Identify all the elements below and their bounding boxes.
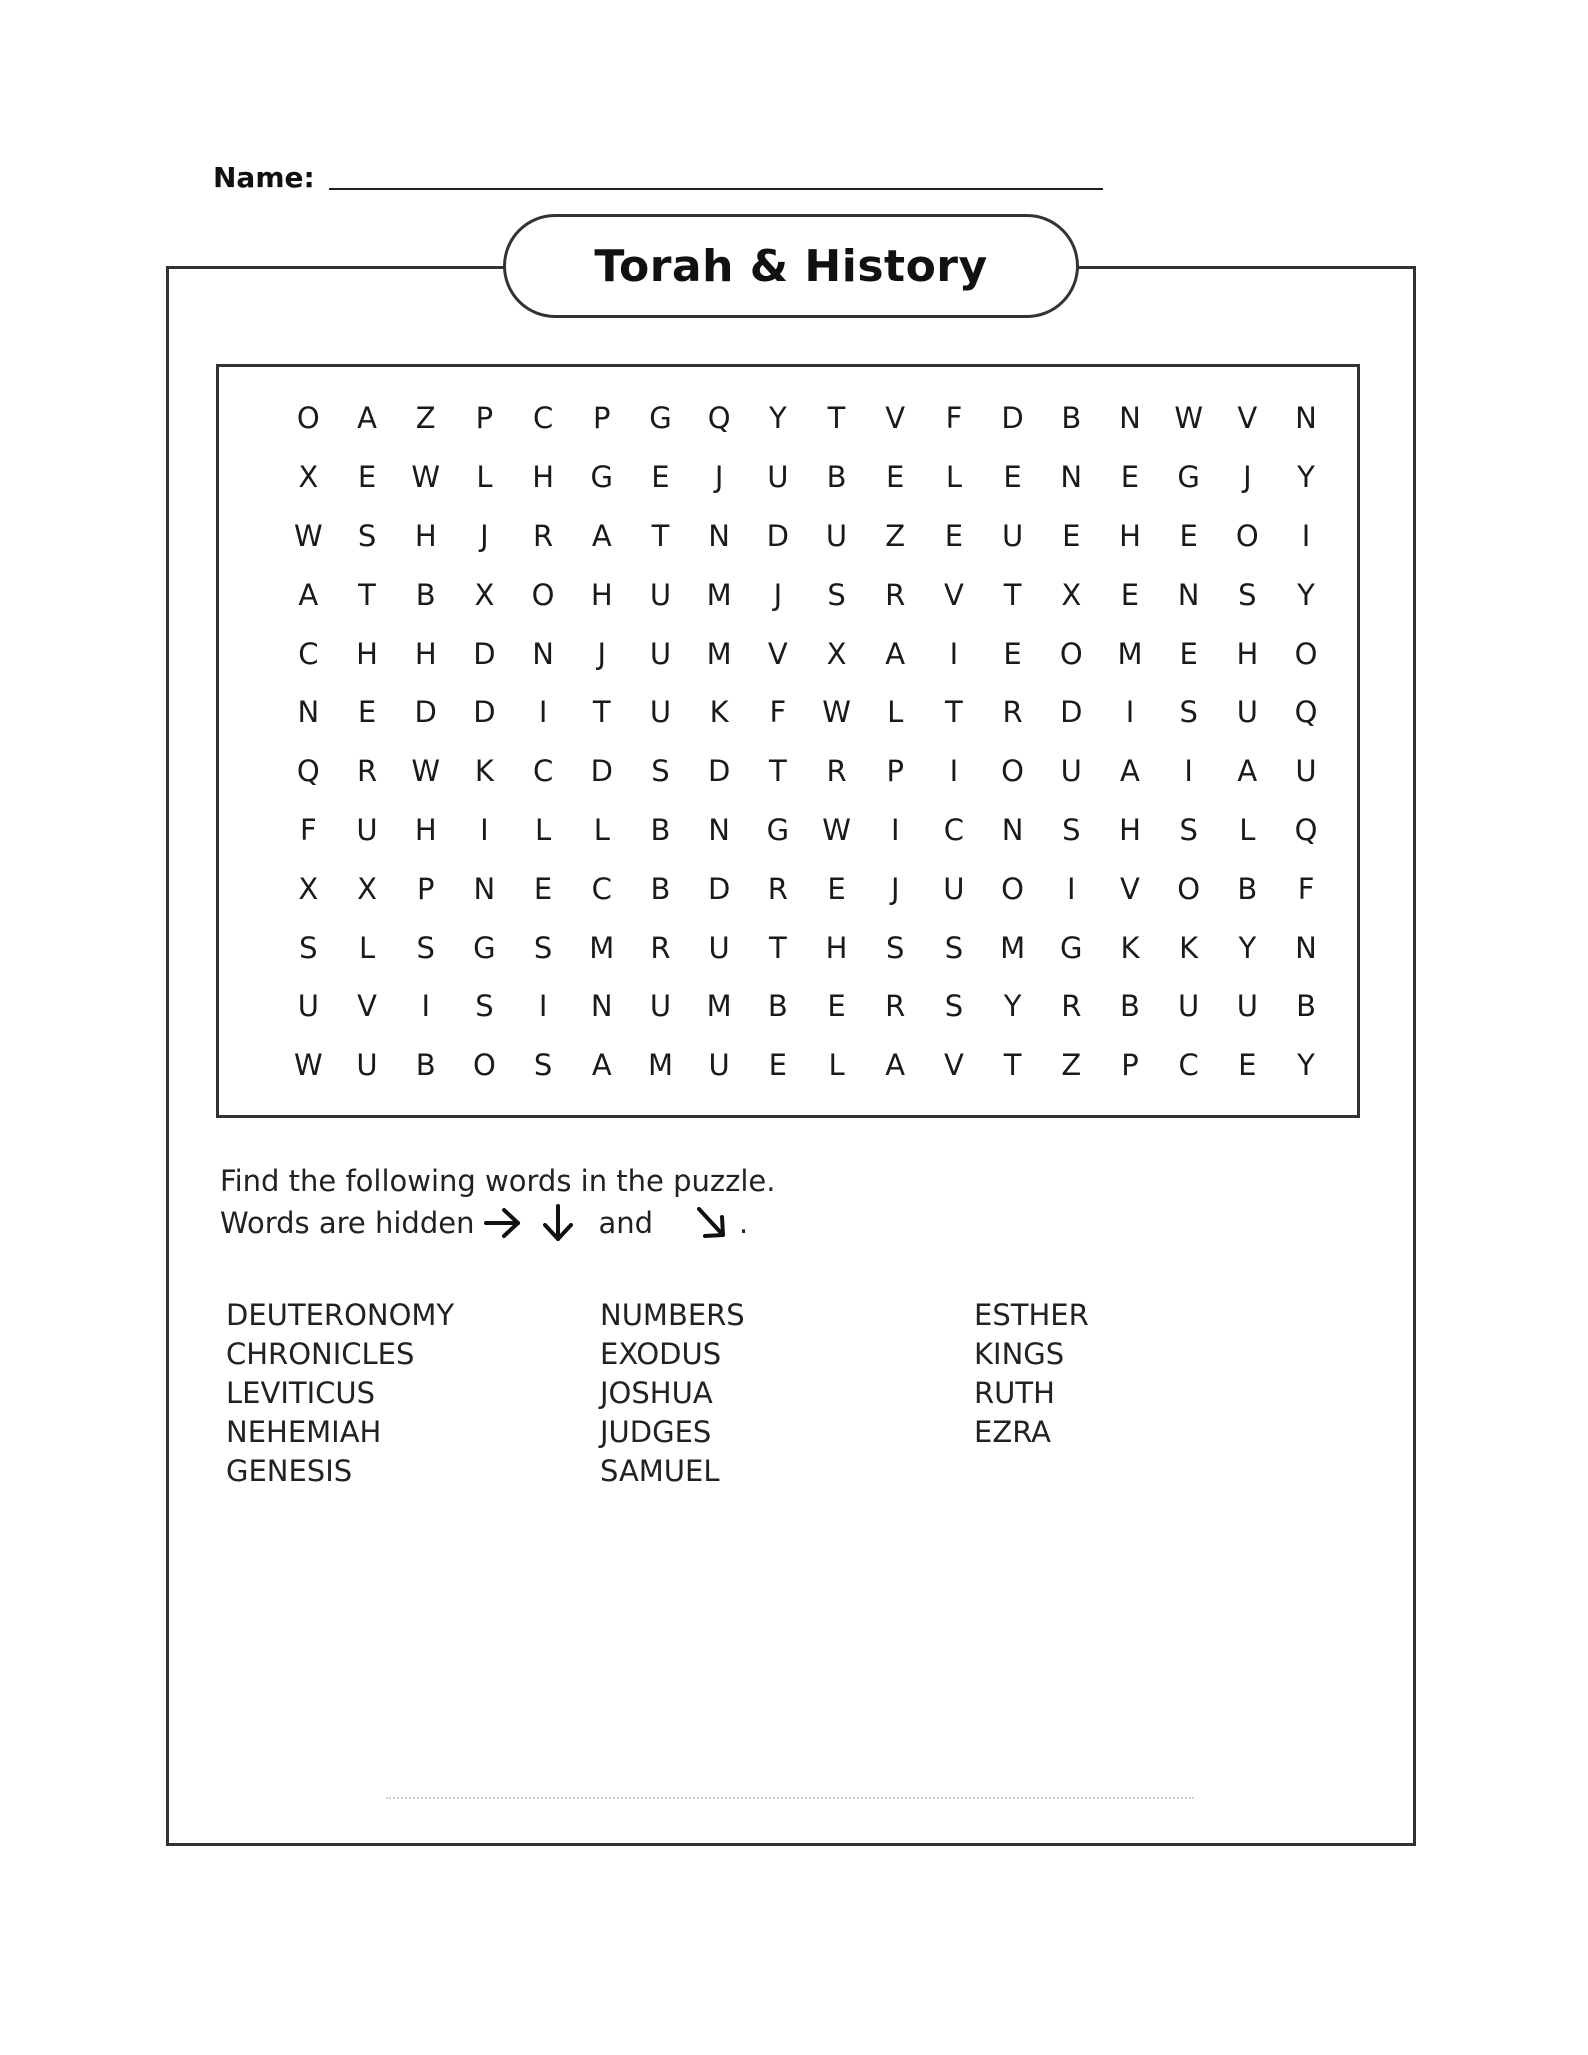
grid-letter[interactable]: U — [708, 1048, 730, 1083]
grid-letter[interactable]: R — [650, 930, 671, 965]
word-item: NEHEMIAH — [226, 1415, 382, 1449]
grid-letter[interactable]: N — [1177, 577, 1200, 612]
grid-letter[interactable]: I — [949, 636, 959, 671]
word-item: EZRA — [974, 1415, 1052, 1449]
grid-letter[interactable]: P — [593, 401, 611, 436]
grid-letter[interactable]: R — [767, 871, 788, 906]
grid-letter[interactable]: Q — [1294, 695, 1318, 730]
grid-letter[interactable]: B — [415, 1048, 436, 1083]
grid-letter[interactable]: J — [773, 577, 783, 612]
grid-letter[interactable]: B — [415, 577, 436, 612]
grid-letter[interactable]: N — [297, 695, 320, 730]
arrow-down-icon — [536, 1203, 580, 1243]
grid-letter[interactable]: A — [1120, 754, 1140, 789]
grid-letter[interactable]: K — [1179, 930, 1199, 965]
grid-letter[interactable]: C — [1178, 1048, 1199, 1083]
grid-letter[interactable]: N — [708, 812, 730, 847]
grid-letter[interactable]: U — [356, 1048, 378, 1083]
grid-letter[interactable]: M — [647, 1048, 673, 1083]
grid-letter[interactable]: D — [590, 754, 613, 789]
grid-letter[interactable]: S — [533, 930, 553, 965]
grid-letter[interactable]: V — [1237, 401, 1258, 436]
grid-letter[interactable]: L — [945, 460, 962, 495]
grid-letter[interactable]: Q — [296, 754, 320, 789]
grid-letter[interactable]: R — [1061, 989, 1082, 1024]
and-text: and — [598, 1206, 654, 1240]
grid-letter[interactable]: M — [706, 636, 732, 671]
grid-letter[interactable]: E — [827, 989, 846, 1024]
grid-letter[interactable]: E — [651, 460, 670, 495]
grid-letter[interactable]: X — [474, 577, 495, 612]
grid-letter[interactable]: O — [296, 401, 320, 436]
grid-letter[interactable]: E — [1179, 636, 1198, 671]
grid-letter[interactable]: W — [411, 460, 441, 495]
grid-letter[interactable]: O — [1001, 871, 1024, 906]
grid-letter[interactable]: L — [476, 460, 493, 495]
grid-letter[interactable]: D — [707, 754, 731, 789]
grid-letter[interactable]: T — [651, 518, 670, 553]
grid-letter[interactable]: H — [1119, 518, 1141, 553]
grid-letter[interactable]: U — [825, 518, 848, 553]
grid-letter[interactable]: S — [1062, 812, 1081, 847]
grid-letter[interactable]: E — [886, 460, 905, 495]
grid-letter[interactable]: A — [357, 401, 377, 436]
grid-letter[interactable]: A — [885, 1048, 906, 1083]
grid-letter[interactable]: E — [944, 518, 964, 553]
grid-letter[interactable]: B — [1237, 871, 1258, 906]
grid-letter[interactable]: U — [767, 460, 789, 495]
grid-letter[interactable]: N — [1001, 812, 1024, 847]
grid-letter[interactable]: X — [1061, 577, 1082, 612]
grid-letter[interactable]: O — [1059, 636, 1083, 671]
word-item: SAMUEL — [600, 1454, 720, 1488]
grid-letter[interactable]: I — [890, 812, 900, 847]
grid-letter[interactable]: S — [944, 930, 964, 965]
grid-letter[interactable]: B — [1296, 989, 1316, 1024]
grid-letter[interactable]: U — [649, 577, 672, 612]
grid-letter[interactable]: W — [294, 518, 323, 553]
grid-letter[interactable]: P — [1121, 1048, 1139, 1083]
grid-letter[interactable]: D — [473, 695, 496, 730]
grid-letter[interactable]: Z — [415, 401, 436, 436]
grid-letter[interactable]: S — [827, 577, 846, 612]
grid-letter[interactable]: N — [708, 518, 730, 553]
grid-letter[interactable]: I — [421, 989, 430, 1024]
grid-letter[interactable]: D — [707, 871, 731, 906]
word-item: ESTHER — [974, 1298, 1089, 1332]
grid-letter[interactable]: Y — [1297, 460, 1315, 495]
grid-letter[interactable]: S — [1238, 577, 1257, 612]
grid-letter[interactable]: B — [650, 812, 671, 847]
grid-letter[interactable]: S — [886, 930, 905, 965]
grid-letter[interactable]: X — [298, 460, 319, 495]
grid-letter[interactable]: P — [475, 401, 494, 436]
grid-letter[interactable]: H — [414, 518, 437, 553]
grid-letter[interactable]: S — [1179, 812, 1198, 847]
grid-letter[interactable]: W — [1174, 401, 1203, 436]
title-banner — [503, 214, 1079, 318]
grid-letter[interactable]: M — [706, 989, 732, 1024]
grid-letter[interactable]: W — [822, 812, 851, 847]
grid-letter[interactable]: M — [706, 577, 732, 612]
grid-letter[interactable]: E — [1120, 577, 1140, 612]
grid-letter[interactable]: C — [298, 636, 319, 671]
grid-letter[interactable]: C — [532, 401, 554, 436]
grid-letter[interactable]: U — [1001, 518, 1024, 553]
grid-letter[interactable]: W — [411, 754, 441, 789]
name-line[interactable] — [329, 187, 1103, 190]
grid-letter[interactable]: R — [826, 754, 847, 789]
grid-letter[interactable]: N — [1295, 930, 1317, 965]
grid-letter[interactable]: J — [714, 460, 724, 495]
grid-letter[interactable]: G — [766, 812, 790, 847]
grid-letter[interactable]: T — [945, 695, 963, 730]
grid-letter[interactable]: U — [1178, 989, 1200, 1024]
grid-letter[interactable]: I — [538, 695, 548, 730]
grid-letter[interactable]: T — [768, 754, 787, 789]
grid-letter[interactable]: S — [416, 930, 435, 965]
grid-letter[interactable]: T — [768, 930, 787, 965]
grid-letter[interactable]: E — [357, 460, 377, 495]
name-label: Name: — [213, 161, 315, 194]
grid-letter[interactable]: I — [1184, 754, 1193, 789]
grid-letter[interactable]: R — [885, 989, 906, 1024]
grid-letter[interactable]: N — [473, 871, 496, 906]
grid-letter[interactable]: G — [1177, 460, 1200, 495]
word-item: JOSHUA — [600, 1376, 713, 1410]
word-item: LEVITICUS — [226, 1376, 376, 1410]
word-item: DEUTERONOMY — [226, 1298, 455, 1332]
word-column-1 — [226, 1296, 600, 1491]
grid-letter[interactable]: L — [535, 812, 552, 847]
grid-letter[interactable]: I — [538, 989, 548, 1024]
grid-letter[interactable]: S — [651, 754, 670, 789]
grid-letter[interactable]: B — [1061, 401, 1082, 436]
grid-letter[interactable]: M — [1000, 930, 1026, 965]
grid-letter[interactable]: E — [1179, 518, 1198, 553]
grid-letter[interactable]: H — [1119, 812, 1141, 847]
grid-letter[interactable]: O — [1294, 636, 1318, 671]
grid-letter[interactable]: H — [414, 636, 437, 671]
grid-letter[interactable]: X — [826, 636, 847, 671]
grid-letter[interactable]: I — [1125, 695, 1135, 730]
word-item: KINGS — [974, 1337, 1065, 1371]
grid-letter[interactable]: D — [1060, 695, 1083, 730]
grid-letter[interactable]: F — [945, 401, 963, 436]
grid-letter[interactable]: H — [825, 930, 848, 965]
grid-letter[interactable]: H — [414, 812, 437, 847]
grid-letter[interactable]: N — [590, 989, 613, 1024]
grid-letter[interactable]: O — [1235, 518, 1259, 553]
grid-letter[interactable]: Y — [1238, 930, 1257, 965]
grid-letter[interactable]: D — [414, 695, 437, 730]
arrow-down-right-icon — [689, 1203, 733, 1243]
grid-letter[interactable]: E — [1003, 460, 1022, 495]
grid-letter[interactable]: D — [473, 636, 496, 671]
grid-letter[interactable]: C — [943, 812, 965, 847]
instructions — [220, 1160, 775, 1244]
grid-letter[interactable]: T — [1003, 577, 1022, 612]
grid-letter[interactable]: A — [885, 636, 906, 671]
letter-grid — [279, 389, 1339, 1095]
grid-letter[interactable]: R — [1002, 695, 1023, 730]
grid-letter[interactable]: F — [769, 695, 787, 730]
grid-letter[interactable]: E — [1238, 1048, 1257, 1083]
grid-letter[interactable]: G — [590, 460, 614, 495]
instruction-line-2 — [220, 1202, 775, 1244]
grid-letter[interactable]: F — [300, 812, 317, 847]
grid-letter[interactable]: U — [297, 989, 319, 1024]
grid-letter[interactable]: U — [708, 930, 730, 965]
grid-letter[interactable]: J — [890, 871, 900, 906]
grid-letter[interactable]: J — [480, 518, 489, 553]
word-item: JUDGES — [600, 1415, 712, 1449]
grid-letter[interactable]: Q — [1294, 812, 1318, 847]
grid-letter[interactable]: E — [533, 871, 553, 906]
grid-letter[interactable]: U — [356, 812, 378, 847]
grid-letter[interactable]: Y — [1003, 989, 1022, 1024]
grid-letter[interactable]: X — [298, 871, 319, 906]
word-column-3 — [974, 1296, 1226, 1491]
grid-letter[interactable]: L — [828, 1048, 845, 1083]
grid-letter[interactable]: K — [474, 754, 494, 789]
grid-letter[interactable]: K — [709, 695, 729, 730]
grid-letter[interactable]: O — [1177, 871, 1201, 906]
grid-letter[interactable]: M — [1117, 636, 1143, 671]
grid-letter[interactable]: C — [591, 871, 612, 906]
grid-letter[interactable]: S — [357, 518, 377, 553]
word-search-box — [216, 364, 1360, 1118]
grid-letter[interactable]: C — [532, 754, 554, 789]
grid-letter[interactable]: Y — [1297, 1048, 1315, 1083]
grid-letter[interactable]: U — [1236, 695, 1258, 730]
grid-letter[interactable]: H — [590, 577, 613, 612]
arrow-right-icon — [480, 1203, 524, 1243]
grid-letter[interactable]: R — [533, 518, 554, 553]
grid-letter[interactable]: E — [357, 695, 377, 730]
grid-letter[interactable]: N — [1119, 401, 1141, 436]
grid-letter[interactable]: B — [767, 989, 788, 1024]
grid-letter[interactable]: U — [649, 695, 672, 730]
word-item: CHRONICLES — [226, 1337, 415, 1371]
word-item: EXODUS — [600, 1337, 722, 1371]
grid-letter[interactable]: V — [767, 636, 788, 671]
grid-letter[interactable]: E — [1062, 518, 1081, 553]
grid-letter[interactable]: W — [294, 1048, 323, 1083]
grid-letter[interactable]: O — [472, 1048, 496, 1083]
grid-letter[interactable]: D — [766, 518, 790, 553]
word-item: RUTH — [974, 1376, 1055, 1410]
grid-letter[interactable]: T — [358, 577, 376, 612]
word-list — [226, 1296, 1226, 1491]
grid-letter[interactable]: A — [591, 1048, 612, 1083]
grid-letter[interactable]: R — [356, 754, 378, 789]
grid-letter[interactable]: B — [826, 460, 847, 495]
page-title: Torah & History — [594, 240, 988, 292]
grid-letter[interactable]: P — [416, 871, 435, 906]
grid-letter[interactable]: H — [532, 460, 554, 495]
grid-letter[interactable]: U — [943, 871, 965, 906]
grid-letter[interactable]: X — [357, 871, 377, 906]
grid-letter[interactable]: I — [480, 812, 489, 847]
grid-letter[interactable]: V — [357, 989, 377, 1024]
grid-letter[interactable]: U — [1060, 754, 1082, 789]
grid-letter[interactable]: H — [1236, 636, 1259, 671]
grid-letter[interactable]: S — [299, 930, 318, 965]
grid-letter[interactable]: Y — [768, 401, 787, 436]
grid-letter[interactable]: L — [358, 930, 376, 965]
grid-letter[interactable]: V — [943, 1048, 964, 1083]
word-item: GENESIS — [226, 1454, 353, 1488]
grid-letter[interactable]: A — [591, 518, 612, 553]
grid-letter[interactable]: N — [1060, 460, 1083, 495]
grid-letter[interactable]: J — [597, 636, 607, 671]
grid-letter[interactable]: U — [1295, 754, 1317, 789]
grid-letter[interactable]: A — [298, 577, 319, 612]
grid-letter[interactable]: E — [768, 1048, 787, 1083]
grid-letter[interactable]: I — [1067, 871, 1076, 906]
grid-letter[interactable]: E — [827, 871, 846, 906]
grid-letter[interactable]: U — [649, 636, 672, 671]
instruction-prefix: Words are hidden — [220, 1206, 475, 1240]
grid-letter[interactable]: F — [1297, 871, 1315, 906]
footer-divider — [386, 1796, 1194, 1799]
grid-letter[interactable]: V — [885, 401, 906, 436]
grid-letter[interactable]: I — [1301, 518, 1311, 553]
grid-letter[interactable]: Q — [707, 401, 731, 436]
grid-letter[interactable]: Z — [1061, 1048, 1082, 1083]
grid-letter[interactable]: R — [885, 577, 906, 612]
period-text: . — [739, 1206, 749, 1240]
instruction-line-1: Find the following words in the puzzle. — [220, 1164, 776, 1198]
word-column-2 — [600, 1296, 974, 1491]
grid-letter[interactable]: S — [533, 1048, 553, 1083]
grid-letter[interactable]: L — [593, 812, 610, 847]
grid-letter[interactable]: M — [589, 930, 615, 965]
grid-letter[interactable]: S — [944, 989, 964, 1024]
grid-letter[interactable]: V — [1120, 871, 1140, 906]
grid-letter[interactable]: J — [1243, 460, 1252, 495]
grid-letter[interactable]: W — [822, 695, 851, 730]
grid-letter[interactable]: V — [943, 577, 964, 612]
grid-letter[interactable]: T — [1003, 1048, 1022, 1083]
grid-letter[interactable]: L — [887, 695, 904, 730]
grid-letter[interactable]: G — [473, 930, 496, 965]
grid-letter[interactable]: U — [649, 989, 672, 1024]
grid-letter[interactable]: L — [1239, 812, 1256, 847]
grid-letter[interactable]: G — [1060, 930, 1083, 965]
grid-letter[interactable]: T — [592, 695, 611, 730]
grid-letter[interactable]: Y — [1297, 577, 1315, 612]
grid-letter[interactable]: O — [1001, 754, 1024, 789]
grid-letter[interactable]: G — [649, 401, 672, 436]
grid-letter[interactable]: S — [475, 989, 494, 1024]
grid-letter[interactable]: O — [531, 577, 555, 612]
grid-letter[interactable]: S — [1179, 695, 1198, 730]
grid-letter[interactable]: B — [650, 871, 671, 906]
grid-letter[interactable]: B — [1120, 989, 1140, 1024]
grid-letter[interactable]: U — [1236, 989, 1258, 1024]
grid-letter[interactable]: E — [1120, 460, 1140, 495]
grid-letter[interactable]: E — [1003, 636, 1022, 671]
grid-letter[interactable]: D — [1001, 401, 1024, 436]
word-item: NUMBERS — [600, 1298, 745, 1332]
grid-letter[interactable]: N — [532, 636, 554, 671]
grid-letter[interactable]: P — [886, 754, 904, 789]
grid-letter[interactable]: T — [827, 401, 846, 436]
grid-letter[interactable]: K — [1120, 930, 1140, 965]
grid-letter[interactable]: A — [1237, 754, 1258, 789]
grid-letter[interactable]: H — [356, 636, 378, 671]
grid-letter[interactable]: N — [1295, 401, 1317, 436]
name-row — [213, 148, 1103, 192]
grid-letter[interactable]: I — [949, 754, 959, 789]
grid-letter[interactable]: Z — [885, 518, 906, 553]
